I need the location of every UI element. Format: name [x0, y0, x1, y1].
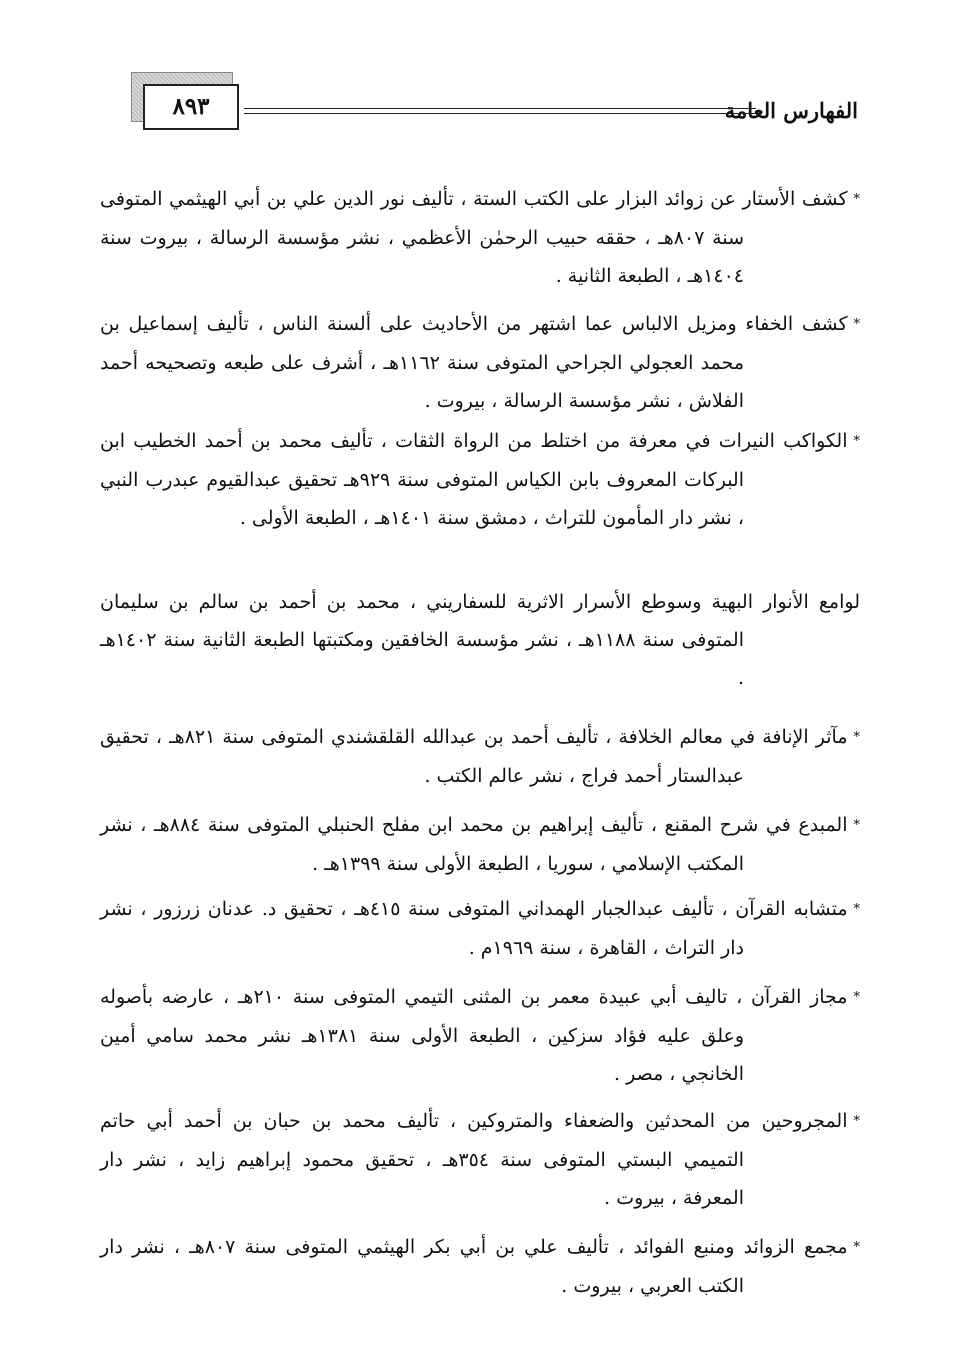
entry-text: كشف الأستار عن زوائد البزار على الكتب الستة ، تأليف نور الدين علي بن أبي الهيثمي المتوفى سنة ٨٠٧هـ ، حققه حبيب الرحمٰن الأعظمي ، نشر مؤسسة الرسالة ، بيروت سنة ١٤٠٤هـ ، الطبعة الثانية . — [100, 188, 848, 287]
running-header-title: الفهارس العامة — [724, 98, 858, 123]
bullet-star-icon: * — [853, 1114, 860, 1129]
bibliography-entry — [100, 180, 860, 295]
bullet-star-icon: * — [853, 730, 861, 745]
header-double-rule — [244, 108, 756, 114]
page-number: ٨٩٣ — [143, 84, 239, 130]
bibliography-entry — [100, 583, 860, 697]
bibliography-entry — [100, 1228, 860, 1305]
bibliography-entry — [100, 890, 860, 967]
bullet-star-icon: * — [853, 434, 860, 449]
bibliography-entry — [100, 718, 860, 795]
bibliography-entry — [100, 1102, 860, 1217]
bullet-star-icon: * — [853, 818, 860, 833]
bullet-star-icon: * — [853, 192, 860, 207]
bibliography-entry — [100, 806, 860, 883]
entry-text: مجمع الزوائد ومنبع الفوائد ، تأليف علي بن أبي بكر الهيثمي المتوفى سنة ٨٠٧هـ ، نشر دار الكتب العربي ، بيروت . — [100, 1236, 848, 1297]
entry-text: لوامع الأنوار البهية وسوطع الأسرار الاثرية للسفاريني ، محمد بن أحمد بن سالم بن سليمان المتوفى سنة ١١٨٨هـ ، نشر مؤسسة الخافقين ومكتبتها الطبعة الثانية سنة ١٤٠٢هـ . — [100, 591, 860, 689]
entry-text: المبدع في شرح المقنع ، تأليف إبراهيم بن محمد ابن مفلح الحنبلي المتوفى سنة ٨٨٤هـ ، نشر المكتب الإسلامي ، سوريا ، الطبعة الأولى سنة ١٣٩٩هـ . — [100, 814, 848, 875]
bullet-star-icon: * — [853, 990, 860, 1005]
entry-text: مآثر الإنافة في معالم الخلافة ، تأليف أحمد بن عبدالله القلقشندي المتوفى سنة ٨٢١هـ ، تحقيق عبدالستار أحمد فراج ، نشر عالم الكتب . — [100, 726, 848, 787]
bullet-star-icon: * — [853, 902, 860, 917]
bullet-star-icon: * — [853, 1240, 860, 1255]
bibliography-entry — [100, 422, 860, 537]
entry-text: كشف الخفاء ومزيل الالباس عما اشتهر من الأحاديث على ألسنة الناس ، تأليف إسماعيل بن محمد العجولي الجراحي المتوفى سنة ١١٦٢هـ ، أشرف على طبعه وتصحيحه أحمد الفلاش ، نشر مؤسسة الرسالة ، بيروت . — [100, 313, 848, 412]
entry-text: المجروحين من المحدثين والضعفاء والمتروكين ، تأليف محمد بن حبان بن أحمد أبي حاتم التميمي البستي المتوفى سنة ٣٥٤هـ ، تحقيق محمود إبراهيم زايد ، نشر دار المعرفة ، بيروت . — [100, 1110, 848, 1209]
entry-text: الكواكب النيرات في معرفة من اختلط من الرواة الثقات ، تأليف محمد بن أحمد الخطيب ابن البركات المعروف بابن الكياس المتوفى سنة ٩٢٩هـ تحقيق عبدالقيوم عبدرب النبي ، نشر دار المأمون للتراث ، دمشق سنة ١٤٠١هـ ، الطبعة الأولى . — [100, 430, 848, 529]
entry-text: مجاز القرآن ، تاليف أبي عبيدة معمر بن المثنى التيمي المتوفى سنة ٢١٠هـ ، عارضه بأصوله وعلق عليه فؤاد سزكين ، الطبعة الأولى سنة ١٣٨١هـ نشر محمد سامي أمين الخانجي ، مصر . — [100, 986, 848, 1085]
bibliography-entry — [100, 978, 860, 1093]
entry-text: متشابه القرآن ، تأليف عبدالجبار الهمداني المتوفى سنة ٤١٥هـ ، تحقيق د. عدنان زرزور ، نشر دار التراث ، القاهرة ، سنة ١٩٦٩م . — [100, 898, 848, 959]
bullet-star-icon: * — [853, 317, 860, 332]
bibliography-entry — [100, 305, 860, 420]
